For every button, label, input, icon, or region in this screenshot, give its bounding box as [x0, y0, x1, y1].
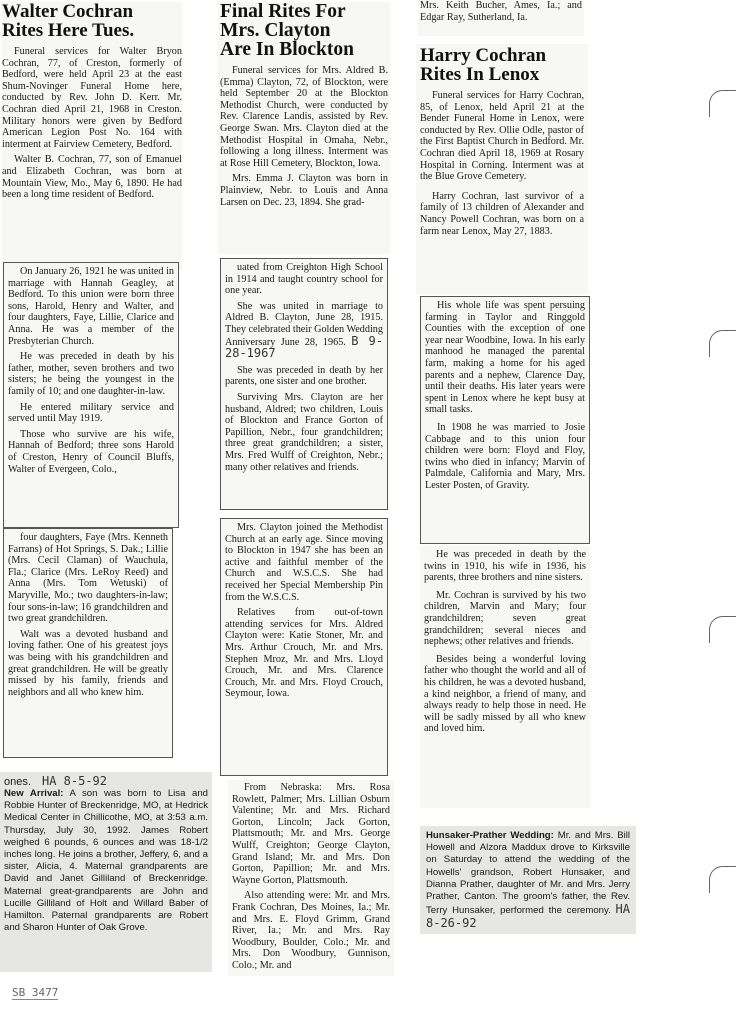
paragraph: Walt was a devoted husband and loving father. One of his greatest joys was being with his grandchildren and great grandchildren. He will be greatly missed by his family, friends and neighbors and all who knew him.: [8, 628, 168, 698]
headline-mrs-clayton: Final Rites For Mrs. Clayton Are In Blockton: [220, 2, 354, 60]
paragraph: four daughters, Faye (Mrs. Kenneth Farrans) of Hot Springs, S. Dak.; Lillie (Mrs. Cecil Claman) of Wauchula, Fla.; Clarice (Mrs. LeRoy Reed) and Anna (Mrs. Tom Wetuski) of Maryville, Mo.; two daughters-in-law; four sons-in-law; 16 grandchildren and two great grandchildren.: [8, 532, 168, 625]
handwritten-date-note: HA 8-5-92: [41, 774, 108, 788]
clayton-obituary-part3: [220, 518, 388, 776]
handwritten-date-note: HA 8-26-92: [426, 902, 630, 931]
clayton-obituary-part4: [228, 780, 394, 976]
paragraph: Mrs. Keith Bucher, Ames, Ia.; and Edgar Ray, Sutherland, Ia.: [420, 0, 582, 23]
walter-cochran-obituary-part2: [3, 262, 179, 528]
binder-ring-mark: [709, 866, 736, 893]
paragraph: Mrs. Emma J. Clayton was born in Plainview, Nebr. to Louis and Anna Larsen on Dec. 23, 1894. She grad-: [220, 173, 388, 208]
paragraph: He entered military service and served until May 1919.: [8, 401, 174, 425]
paragraph: Walter B. Cochran, 77, son of Emanuel and Elizabeth Cochran, was born at Mountain View, Mo., May 6, 1890. He had been a long time resident of Bedford.: [2, 154, 182, 201]
paragraph: She was united in marriage to Aldred B. Clayton, June 28, 1915. They celebrated their Golden Wedding Anniversary June 28, 1965. B 9-28-1967: [225, 300, 383, 361]
paragraph: Besides being a wonderful loving father who thought the world and all of his children, he was a devoted husband, a kind neighbor, a friend of many, and always ready to help those in need. He will be sadly missed by all who knew and loved him.: [424, 653, 586, 735]
announcement-lead: New Arrival:: [4, 788, 64, 799]
paragraph: Relatives from out-of-town attending services for Mrs. Aldred Clayton were: Katie Stoner, Mr. and Mrs. Arthur Crouch, Mr. and Mrs. Stephen Mroz, Mr. and Mrs. Lloyd Crouch, Mr. and Mrs. Clarence Crouch, Mr. and Mrs. Floyd Crouch, Seymour, Iowa.: [225, 607, 383, 700]
hunsaker-prather-wedding: [420, 826, 636, 934]
harry-cochran-obituary-part3: [420, 546, 590, 808]
paragraph: His whole life was spent persuing farming in Taylor and Ringgold Counties with the exception of one year near Woodbine, Iowa. In his early manhood he managed the parental farm, making a home for his aged parents and a nephew, Clarence Day, until their deaths. His later years were spent in Lenox where he kept busy at small tasks.: [425, 300, 585, 416]
paragraph: In 1908 he was married to Josie Cabbage and to this union four children were born: Floyd and Floy, twins who died in infancy; Marvin of Palmdale, California and Mary, Mrs. Lester Posten, of Gravity.: [425, 421, 585, 491]
clayton-obituary: [218, 2, 390, 254]
paragraph: Those who survive are his wife, Hannah of Bedford; three sons Harold of Creston, Henry of Council Bluffs, Walter of Evergeen, Colo.,: [8, 428, 174, 475]
handwritten-date-note: B 9-28-1967: [225, 333, 383, 361]
walter-cochran-obituary: [2, 2, 182, 270]
headline-harry-cochran: Harry Cochran Rites In Lenox: [420, 45, 547, 85]
paragraph: uated from Creighton High School in 1914 and taught country school for one year.: [225, 262, 383, 297]
paragraph: Funeral services for Walter Bryon Cochran, 77, of Creston, formerly of Bedford, were held April 23 at the east Shum-Novinger Funeral Home here, conducted by Rev. John D. Kerr. Mr. Cochran died April 21, 1968 in Creston. Military honors were given by Bedford American Legion Post No. 164 with interment at Fairview Cemetery, Bedford.: [2, 46, 182, 150]
paragraph: Surviving Mrs. Clayton are her husband, Aldred; two children, Louis of Blockton and France Gorton of Papillion, Nebr., four grandchildren; three great grandchildren; a sister, Mrs. Fred Wulff of Creighton, Nebr.; many other relatives and friends.: [225, 391, 383, 473]
harry-cochran-obituary: [416, 44, 588, 294]
catalog-number: SB 3477: [12, 986, 59, 999]
paragraph: She was preceded in death by her parents, one sister and one brother.: [225, 364, 383, 388]
headline-walter-cochran: Walter Cochran Rites Here Tues.: [2, 2, 135, 41]
harry-cochran-obituary-part2: [420, 296, 590, 544]
paragraph: Also attending were: Mr. and Mrs. Frank Cochran, Des Moines, Ia.; Mr. and Mrs. E. Floyd Grimm, Grand River, Ia.; Mr. and Mrs. Ray Woodbury, Boulder, Colo.; Mr. and Mrs. Don Woodbury, Gunnison, Colo.; Mr. and: [232, 890, 390, 971]
announcement-lead: Hunsaker-Prather Wedding:: [426, 830, 554, 841]
paragraph: On January 26, 1921 he was united in marriage with Hannah Geagley, at Bedford. To this union were born three sons, Harold, Henry and Walter, and four daughters, Faye, Lillie, Clarice and Anna. He was a member of the Presbyterian Church.: [8, 266, 174, 347]
paragraph: From Nebraska: Mrs. Rosa Rowlett, Palmer; Mrs. Lillian Osburn Valentine; Mr. and Mrs. Richard Gorton, Lincoln; Jack Gorton, Plattsmouth; Mr. and Mrs. George Wulff, Creighton; George Clayton, Grand Island; Mr. and Mrs. Don Gorton, Papillion; Mr. and Mrs. Wayne Gorton, Plattsmouth.: [232, 782, 390, 886]
paragraph: He was preceded in death by his father, mother, seven brothers and two sisters; he being the youngest in the family of 10; and one daughter-in-law.: [8, 351, 174, 397]
paragraph: New Arrival: A son was born to Lisa and Robbie Hunter of Breckenridge, MO, at Hedrick Medical Center in Chillicothe, MO, at 3:53 a.m. Thursday, July 30, 1992. James Robert weighed 6 pounds, 6 ounces and was 18-1/2 inches long. He joins a brother, Jeffery, 6, and a sister, Alicia, 4. Maternal grandparents are David and Janet Gilliland of Breckenridge. Maternal great-grandparents are John and Lucille Gilliland of Holt and Willard Baber of Hamilton. Paternal grandparents are Robert and Sharon Hunter of Oak Grove.: [4, 788, 208, 934]
binder-ring-mark: [709, 616, 736, 643]
paragraph: He was preceded in death by the twins in 1910, his wife in 1936, his parents, three brothers and nine sisters.: [424, 549, 586, 584]
paragraph: Harry Cochran, last survivor of a family of 13 children of Alexander and Nancy Powell Cochran, was born on a farm near Lenox, May 27, 1883.: [420, 190, 584, 237]
paragraph: Mrs. Clayton joined the Methodist Church at an early age. Since moving to Blockton in 1947 she has been an active and faithful member of the Church and W.S.C.S. She had received her Special Membership Pin from the W.S.C.S.: [225, 522, 383, 603]
clipping-fragment: ones.: [4, 776, 31, 788]
binder-ring-mark: [709, 90, 736, 117]
walter-cochran-obituary-part3: [3, 528, 173, 758]
paragraph: Funeral services for Mrs. Aldred B. (Emma) Clayton, 72, of Blockton, were held September 20 at the Blockton Methodist Church, were conducted by Rev. Clarence Landis, assisted by Rev. George Swan. Mrs. Clayton died at the Methodist Hospital in Omaha, Nebr., following a long illness. Interment was at Rose Hill Cemetery, Blockton, Iowa.: [220, 65, 388, 169]
clayton-obituary-part2: [220, 258, 388, 510]
paragraph: Mr. Cochran is survived by his two children, Marvin and Mary; four grandchildren; seven great grandchildren; several nieces and nephews; other relatives and friends.: [424, 589, 586, 648]
clayton-obituary-continued: [418, 0, 584, 36]
paragraph: Hunsaker-Prather Wedding: Mr. and Mrs. Bill Howell and Alzora Maddux drove to Kirksville on Saturday to attend the wedding of the Howells' grandson, Robert Hunsaker, and Dianna Prather, daughter of Mr. and Mrs. Jerry Prather, Canton. The groom's father, the Rev. Terry Hunsaker, performed the ceremony. HA 8-26-92: [426, 830, 630, 931]
paragraph: Funeral services for Harry Cochran, 85, of Lenox, held April 21 at the Bender Funeral Home in Lenox, were conducted by Rev. Ollie Odle, pastor of the First Baptist Church in Bedford. Mr. Cochran died April 18, 1969 at Rosary Hospital in Corning. Interment was at the Blue Grove Cemetery.: [420, 90, 584, 183]
binder-ring-mark: [709, 330, 736, 357]
new-arrival-announcement: [0, 772, 212, 972]
